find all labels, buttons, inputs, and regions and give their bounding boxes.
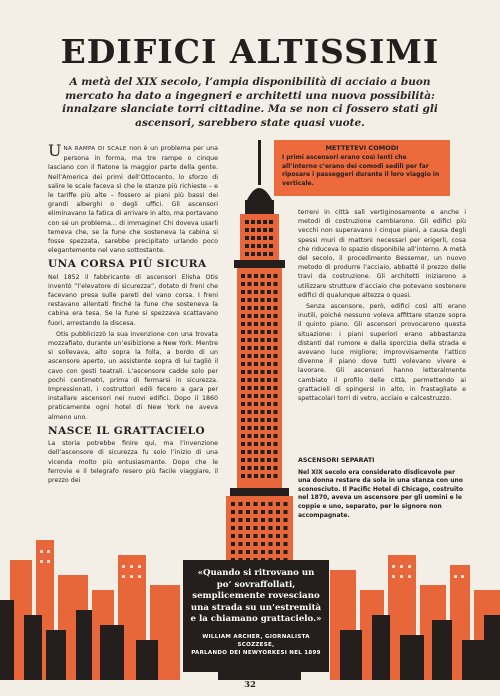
box-body: I primi ascensori erano così lenti che all’interno c’erano dei comodi sedili per far riposare i passeggeri durante il loro viaggio in verticale. <box>282 154 440 187</box>
window <box>261 526 265 530</box>
window <box>254 442 258 446</box>
window <box>254 526 258 530</box>
window <box>241 282 245 286</box>
window <box>269 518 273 522</box>
window <box>263 244 267 248</box>
window <box>241 394 245 398</box>
window <box>274 418 278 422</box>
window <box>254 434 258 438</box>
quote-author: WILLIAM ARCHER, GIORNALISTA SCOZZESE, <box>202 633 310 648</box>
window <box>231 502 235 506</box>
quote-source: PARLANDO DEI NEWYORKESI NEL 1899 <box>191 649 321 656</box>
window <box>254 274 258 278</box>
window <box>246 526 250 530</box>
window <box>248 458 252 462</box>
window <box>267 418 271 422</box>
window <box>261 550 265 554</box>
window <box>276 542 280 546</box>
window <box>257 236 261 240</box>
window <box>254 370 258 374</box>
window <box>248 306 252 310</box>
window <box>261 474 265 478</box>
window <box>284 526 288 530</box>
left-column <box>48 141 218 487</box>
window <box>245 236 249 240</box>
window <box>241 354 245 358</box>
window <box>274 402 278 406</box>
window <box>267 322 271 326</box>
window <box>261 466 265 470</box>
window <box>276 526 280 530</box>
window <box>254 458 258 462</box>
window <box>254 338 258 342</box>
window <box>254 314 258 318</box>
window <box>261 306 265 310</box>
window <box>261 410 265 414</box>
window <box>241 426 245 430</box>
window <box>263 228 267 232</box>
window <box>241 378 245 382</box>
window <box>248 418 252 422</box>
window <box>261 418 265 422</box>
window <box>269 244 273 248</box>
window <box>231 550 235 554</box>
window <box>257 220 261 224</box>
window <box>251 252 255 256</box>
window <box>261 426 265 430</box>
window <box>241 346 245 350</box>
window <box>241 338 245 342</box>
window <box>241 386 245 390</box>
window <box>261 450 265 454</box>
window <box>254 354 258 358</box>
window <box>248 466 252 470</box>
window <box>284 518 288 522</box>
window <box>248 426 252 430</box>
window <box>274 434 278 438</box>
window <box>267 434 271 438</box>
window <box>267 362 271 366</box>
window <box>239 542 243 546</box>
paragraph: La storia potrebbe finire qui, ma l’invenzione dell’ascensore di sicurezza fu solo l’inizio di una vicenda molto più entusiasmante. Dopo che le ferrovie e il telegrafo resero più facile viaggiare, il prezzo dei <box>48 440 218 484</box>
window <box>254 330 258 334</box>
window <box>269 228 273 232</box>
window <box>267 338 271 342</box>
window <box>248 330 252 334</box>
window <box>269 510 273 514</box>
window <box>274 458 278 462</box>
window <box>254 290 258 294</box>
window <box>254 502 258 506</box>
window <box>274 394 278 398</box>
window <box>248 378 252 382</box>
window <box>261 362 265 366</box>
window <box>245 244 249 248</box>
window <box>274 282 278 286</box>
window <box>261 534 265 538</box>
window <box>241 362 245 366</box>
window <box>254 306 258 310</box>
window <box>241 314 245 318</box>
window <box>274 290 278 294</box>
page-title: EDIFICI ALTISSIMI <box>60 32 440 71</box>
window <box>248 338 252 342</box>
window <box>248 322 252 326</box>
window <box>267 386 271 390</box>
window <box>261 282 265 286</box>
window <box>274 274 278 278</box>
window <box>267 298 271 302</box>
window <box>274 314 278 318</box>
window <box>267 474 271 478</box>
window <box>251 244 255 248</box>
window <box>241 306 245 310</box>
window <box>263 220 267 224</box>
window <box>241 410 245 414</box>
window <box>248 298 252 302</box>
window <box>254 510 258 514</box>
window <box>248 402 252 406</box>
window <box>269 526 273 530</box>
window <box>274 346 278 350</box>
window <box>261 402 265 406</box>
window <box>276 534 280 538</box>
paragraph: terreni in città salì vertiginosamente e anche i metodi di costruzione cambiarono. Gli edifici più vecchi non superavano i cinque piani, a causa degli spessi muri di mattoni necessari per erigerli, cosa che riduceva lo spazio disponibile all’interno. A metà del secolo, il procedimento Bessemer, un nuovo metodo di produrre l’acciaio, abbatté il prezzo delle travi da costruzione. Gli architetti iniziarono a utilizzare strutture d’acciaio che potevano sostenere edifici di qualunque altezza o quasi. <box>298 209 466 299</box>
window <box>241 418 245 422</box>
sidebox-title: ASCENSORI SEPARATI <box>298 457 375 464</box>
window <box>248 450 252 454</box>
window <box>246 510 250 514</box>
window <box>267 346 271 350</box>
window <box>261 322 265 326</box>
window <box>274 386 278 390</box>
window <box>261 502 265 506</box>
quote-box <box>183 560 329 672</box>
window <box>261 542 265 546</box>
window <box>254 518 258 522</box>
window <box>261 386 265 390</box>
window <box>274 338 278 342</box>
window <box>241 322 245 326</box>
window <box>254 362 258 366</box>
window <box>248 354 252 358</box>
window <box>267 442 271 446</box>
window <box>254 450 258 454</box>
window <box>241 458 245 462</box>
window <box>269 502 273 506</box>
window <box>261 354 265 358</box>
window <box>239 550 243 554</box>
window <box>251 228 255 232</box>
window <box>251 236 255 240</box>
window <box>231 534 235 538</box>
intro-paragraph: A metà del XIX secolo, l’ampia disponibilità di acciaio a buon mercato ha dato a ingegneri e architetti una nuova possibilità: innalzare slanciate torri cittadine. Ma se non ci fossero stati gli ascensori, sarebbero state quasi vuote. <box>62 76 438 129</box>
window <box>274 362 278 366</box>
window <box>274 330 278 334</box>
window <box>254 542 258 546</box>
window <box>261 314 265 318</box>
window <box>254 282 258 286</box>
window <box>239 534 243 538</box>
window <box>274 410 278 414</box>
sidebar-box-comodi <box>274 140 450 196</box>
window <box>261 434 265 438</box>
window <box>269 534 273 538</box>
window <box>241 370 245 374</box>
window <box>254 410 258 414</box>
window <box>257 228 261 232</box>
window <box>248 362 252 366</box>
paragraph: Senza ascensore, però, edifici così alti erano inutili, poiché nessuno voleva affittare stanze sopra il quinto piano. Gli ascensori provocarono questa situazione: i piani superiori erano abbastanza distanti dal rumore e dalla sporcizia della strada e avevano luce migliore; improvvisamente l’attico divenne il piano dove tutti volevano vivere e lavorare. Gli ascensori hanno letteralmente cambiato il profilo delle città, permettendo ai grattacieli di spingersi in alto, in frastagliate e spettacolari torri di vetro, acciaio e calcestruzzo. <box>298 303 466 403</box>
window <box>241 450 245 454</box>
window <box>239 526 243 530</box>
window <box>274 298 278 302</box>
window <box>254 298 258 302</box>
window <box>274 442 278 446</box>
window <box>267 394 271 398</box>
window <box>269 236 273 240</box>
window <box>276 518 280 522</box>
window <box>254 402 258 406</box>
window <box>254 394 258 398</box>
window <box>261 394 265 398</box>
section-heading: UNA CORSA PIÙ SICURA <box>48 258 207 271</box>
window <box>267 378 271 382</box>
window <box>261 370 265 374</box>
window <box>254 418 258 422</box>
window <box>248 410 252 414</box>
window <box>267 354 271 358</box>
window <box>245 228 249 232</box>
window <box>261 298 265 302</box>
window <box>284 510 288 514</box>
window <box>261 338 265 342</box>
window <box>246 518 250 522</box>
window <box>241 434 245 438</box>
window <box>274 426 278 430</box>
window <box>267 306 271 310</box>
window <box>248 442 252 446</box>
window <box>231 526 235 530</box>
window <box>248 274 252 278</box>
window <box>269 550 273 554</box>
window <box>276 550 280 554</box>
window <box>267 290 271 294</box>
window <box>254 466 258 470</box>
section-heading: NASCE IL GRATTACIELO <box>48 424 206 437</box>
window <box>231 518 235 522</box>
paragraph: UNA RAMPA DI SCALE non è un problema per una persona in forma, ma tre rampe o cinque lasciano con il fiatone la maggior parte della gente. Nell’America dei primi dell’Ottocento, lo sforzo di salire le scale faceva sì che le stanze più richieste – e le tariffe più alte – fossero ai piani più bassi dei grandi alberghi o degli uffici. Gli ascensori eliminavano la fatica di arrivare in alto, ma portavano con sé un problema… di immagine! Chi doveva usarli temeva che, se la fune che sosteneva la cabina si fosse spezzata, sarebbe precipitato urlando poco elegantemente nel vano sottostante. <box>48 141 218 255</box>
window <box>267 402 271 406</box>
window <box>231 510 235 514</box>
window <box>267 370 271 374</box>
window <box>245 220 249 224</box>
window <box>274 354 278 358</box>
window <box>263 252 267 256</box>
window <box>248 290 252 294</box>
window <box>261 510 265 514</box>
quote-text: «Quando si ritrovano un po’ sovraffollati, semplicemente rovesciano una strada su un’estremità e la chiamano grattacielo.» <box>190 568 322 624</box>
window <box>246 550 250 554</box>
window <box>248 434 252 438</box>
window <box>261 442 265 446</box>
window <box>261 274 265 278</box>
window <box>267 426 271 430</box>
paragraph: Nel 1852 il fabbricante di ascensori Elisha Otis inventò “l’elevatore di sicurezza”, dotato di freni che facevano presa sulle pareti del vano corsa. I freni restavano allentati finché la fune che sosteneva la cabina era tesa. Se la fune si spezzava scattavano fuori, arrestando la discesa. <box>48 273 218 327</box>
window <box>267 466 271 470</box>
drop-cap: U <box>48 141 62 160</box>
window <box>239 502 243 506</box>
window <box>241 290 245 294</box>
window <box>263 236 267 240</box>
window <box>269 220 273 224</box>
window <box>251 220 255 224</box>
box-title: METTETEVI COMODI <box>325 144 399 152</box>
window <box>231 542 235 546</box>
window <box>261 290 265 294</box>
window <box>284 550 288 554</box>
window <box>246 534 250 538</box>
window <box>269 252 273 256</box>
window <box>241 474 245 478</box>
window <box>267 458 271 462</box>
window <box>257 252 261 256</box>
window <box>254 426 258 430</box>
sidebox-body: Nel XIX secolo era considerato disdicevole per una donna restare da sola in una stanza con uno sconosciuto. Il Pacific Hotel di Chicago, costruito nel 1870, aveva un ascensore per gli uomini e le coppie e uno, separato, per le signore non accompagnate. <box>298 468 464 519</box>
window <box>261 346 265 350</box>
window <box>248 474 252 478</box>
window <box>276 510 280 514</box>
window <box>274 474 278 478</box>
window <box>276 502 280 506</box>
window <box>248 386 252 390</box>
window <box>254 378 258 382</box>
window <box>248 370 252 374</box>
page-number: 32 <box>244 680 256 690</box>
window <box>254 322 258 326</box>
window <box>274 322 278 326</box>
window <box>241 330 245 334</box>
window <box>269 542 273 546</box>
window <box>284 502 288 506</box>
window <box>254 550 258 554</box>
window <box>239 510 243 514</box>
window <box>246 542 250 546</box>
window <box>246 502 250 506</box>
window <box>245 252 249 256</box>
window <box>274 378 278 382</box>
window <box>241 466 245 470</box>
window <box>261 378 265 382</box>
window <box>267 282 271 286</box>
window <box>267 410 271 414</box>
window <box>267 314 271 318</box>
window <box>284 542 288 546</box>
window <box>254 534 258 538</box>
right-column <box>298 208 466 405</box>
window <box>261 518 265 522</box>
window <box>254 386 258 390</box>
window <box>267 330 271 334</box>
window <box>261 458 265 462</box>
window <box>274 466 278 470</box>
window <box>241 274 245 278</box>
sidebar-ascensori-separati <box>298 457 466 520</box>
window <box>261 330 265 334</box>
window <box>248 394 252 398</box>
window <box>241 402 245 406</box>
window <box>284 534 288 538</box>
window <box>248 314 252 318</box>
window <box>241 442 245 446</box>
window <box>254 346 258 350</box>
window <box>267 274 271 278</box>
window <box>257 244 261 248</box>
paragraph: Otis pubblicizzò la sua invenzione con una trovata mozzafiato, durante un’esibizione a New York. Mentre si sollevava, alto sopra la folla, a bordo di un ascensore aperto, un assistente sopra di lui tagliò il cavo con gesti teatrali. L’ascensore cadde solo per pochi centimetri, prima di fermarsi in sicurezza. Impressionati, i costruttori edili fecero a gara per installare ascensori nei nuovi edifici. Dopo il 1860 praticamente ogni hotel di New York ne aveva almeno uno. <box>48 330 218 421</box>
window <box>239 518 243 522</box>
window <box>274 370 278 374</box>
window <box>248 282 252 286</box>
window <box>274 306 278 310</box>
window <box>241 298 245 302</box>
window <box>254 474 258 478</box>
window <box>267 450 271 454</box>
window <box>248 346 252 350</box>
window <box>274 450 278 454</box>
